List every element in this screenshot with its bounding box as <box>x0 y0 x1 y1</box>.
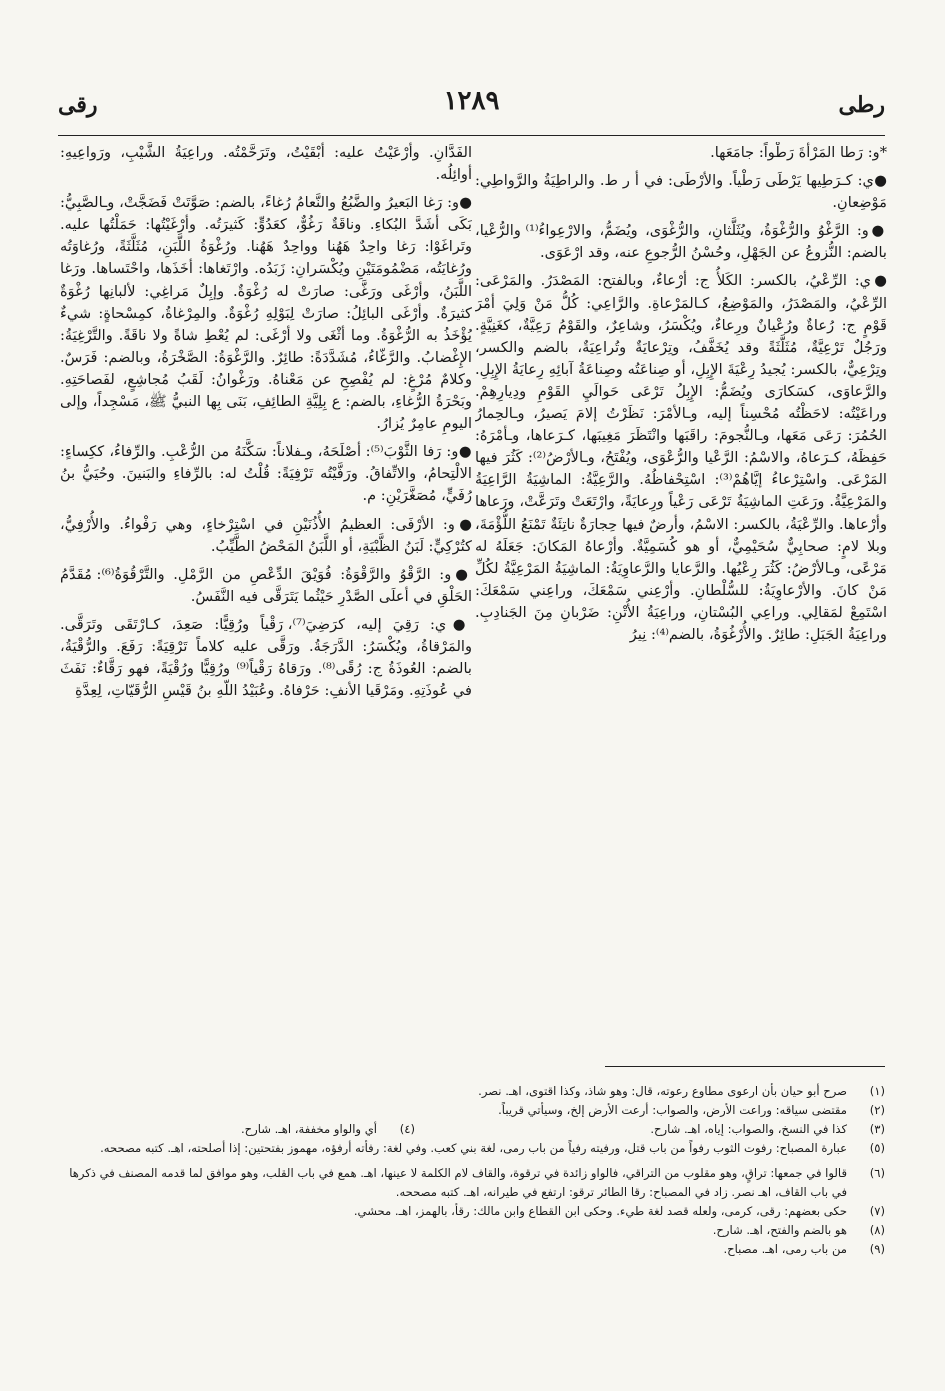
footnote-number: (٣) <box>869 1122 885 1136</box>
footnote-number: (٢) <box>869 1103 885 1117</box>
footnote-text: هو بالضم والفتح، اهـ. شارح. <box>712 1223 847 1237</box>
footnote-text: حكى بعضهم: رقى، كرمى، ولعله قصد لغة طيء. وحكى ابن القطاع وابن مالك: رقأ، بالهمز، اهـ. محشي. <box>353 1204 847 1218</box>
footnote <box>58 1101 885 1120</box>
footnote-row <box>58 1120 885 1139</box>
footnote <box>58 1139 885 1158</box>
footnote <box>58 1221 885 1240</box>
footnote-number: (٤) <box>399 1122 415 1136</box>
entry-paragraph: ●و: الرَّغْوُ والرُّغْوَةُ، ويُثَلَّثانِ، والرُّغْوَى، ويُضَمُّ، والارْعِواءُ⁽¹⁾ والرُّعْيا، بالضم: النُّزوعُ عن الجَهْلِ، وحُسْنُ الرُّجوعِ عنه، وقد ارْعَوَى. <box>475 222 887 262</box>
entry-paragraph: ●ي: الرِّعْيُ، بالكسر: الكَلأُ ج: أرْعاءٌ، وبالفتح: المَصْدَرُ. والمَرْعَى: الرِّعْيُ، والمَصْدَرُ، والمَوْضِعُ، كـالمَرْعاةِ. والرَّاعِي: كُلُّ مَنْ وَلِيَ أمْرَ قَوْمٍ ج: رُعاةٌ ورُعْيانٌ ورِعاءٌ، ويُكْسَرُ، وشاعِرٌ، والقَوْمُ رَعِيَّةٌ، كغَنِيَّةٍ. ورَجُلٌ تَرْعِيَّةٌ، مُثَلَّثَةً وقد يُخَفَّفُ، وتِرْعايَةٌ وتُراعِيَةٌ، بالضم والكسر، وتِرْعِيٌّ، بالكسر: يُجيدُ رِعْيَةَ الإِبِلِ، أو صِناعَتُه وصِناعَةُ آبائِهِ رِعايَةُ الإِبِلِ. والرَّعاوَى، كسَكارَى ويُضَمُّ: الإِبِلُ تَرْعَى حَوالَيِ القَوْمِ ودِيارِهِمْ. وراعَيْتُه: لاحَظْتُه مُحْسِناً إليه، وـالأمْرَ: نَظَرْتُ إلامَ يَصيرُ، وـالحِمارُ الحُمُرَ: رَعَى مَعَها، وـالنُّجومَ: راقَبَها وانْتَظَرَ مَغِيبَها، كـرَعاها، وـأمْرَهُ: حَفِظَهُ، كـرَعاهُ، والاسْمُ: الرَّعْيا والرُّعْوَى، ويُفْتَحُ، وـالأرْضُ⁽²⁾: كَثُرَ فيها المَرْعَى. واسْتِرْعاءُ إيَّاهُمْ⁽³⁾: اسْتِحْفاظُهُ. والرَّعِيَّةُ: الماشِيَةُ الرَّاعِيَةُ والمَرْعِيَّةُ. ورَعَتِ الماشِيَةُ تَرْعَى رَعْياً ورِعايَةً، وارْتَعَتْ وتَرَعَّتْ، ورَعاها وأرْعاها. والرِّعْيَةُ، بالكسر: الاسْمُ، وأرضٌ فيها حِجارَةٌ ناتِئَةٌ تَمْنَعُ اللُّؤْمَةَ، وبلا لامٍ: صحابِيٌّ سُحَيْمِيٌّ، أو هو كُسَمِيَّةٌ. وأرْعاهُ المَكانَ: جَعَلَهُ له مَرْعًى، وـالأرْضُ: كَثُرَ رِعْيُها. والرَّعايا والرَّعاوِيَةُ: الماشِيَةُ المَرْعِيَّةُ لكُلِّ مَنْ كانَ. والأرْعاوِيَةُ: للسُّلْطانِ. وأرْعِني سَمْعَكَ، وراعِني سَمْعَكَ: اسْتَمِعْ لمَقالِي. وراعِي البُسْتانِ، وراعِيَةُ الأُتْنِ: ضَرْبانِ مِنَ الجَنادِبِ. وراعِيَةُ الجَبَلِ: طائِرٌ. والأُرْغُوَةُ، بالضم⁽⁴⁾: نِيرُ <box>475 272 887 643</box>
page-header <box>58 86 885 130</box>
footnote <box>58 1082 885 1101</box>
entry-paragraph: ●و: رَغا البَعيرُ والضَّبُعُ والنَّعامُ رُغاءً، بالضم: صَوَّتَتْ فَضَجَّتْ، وـالصَّبِيُّ: بَكَى أشَدَّ البُكاءِ. وناقَةٌ رَغُوٌّ، كعَدُوٍّ: كَثيرَتُه. وأرْغَيْتُها: حَمَلْتُها عليه. وتَراغَوْا: رَغا واحِدٌ هَهُنا وواحِدٌ هَهُنا. ورُغْوَةُ اللَّبَنِ، مُثَلَّثَةً، ورُغاوَتُه ورُغايَتُه، مَضْمُومَتَيْنِ ويُكْسَرانِ: زَبَدُه. وارْتَغاها: أخَذَها، واحْتَساها. ورَغا اللَّبَنُ، وأرْغَى ورَغَّى: صارَتْ له رُغْوَةٌ. وإبِلٌ مَراغِي: لألبانِها رُغْوَةٌ كثيرَةٌ. وأرْغَى البائِلُ: صارَتْ لِبَوْلِهِ رُغْوَةٌ. والمِرْغاةُ، كمِسْحاةٍ: شيءٌ يُؤْخَذُ به الرُّغْوَةُ. وما أثْغَى ولا أرْغَى: لم يُعْطِ شاةً ولا ناقَةً. والتَّرْغِيَةُ: الإِغْضابُ. والرَّغّاءُ، مُشَدَّدَةً: طائِرٌ. والرَّغْوَةُ: الصَّخْرَةُ، وبالضم: فَرَسٌ. وكلامٌ مُرْغٍ: لم يُفْصِحِ عن مَعْناهُ. ورَغْوانُ: لَقَبُ مُجاشِعٍ، لفَصاحَتِهِ. وبَحْرَةُ الرُّغاءِ، بالضم: ع بِلِيَّةِ الطائِفِ، بَنَى بِها النبيُّ ﷺ، مَسْجِداً، وإلى اليومِ عامِرٌ يُزارُ. <box>60 194 472 433</box>
footnote <box>58 1240 885 1259</box>
footnote <box>58 1164 885 1202</box>
footnote <box>415 1120 885 1139</box>
footnote-text: صرح أبو حيان بأن ارعوى مطاوع رعوته، قال: وهو شاذ، وكذا اقتوى، اهـ. نصر. <box>478 1084 847 1098</box>
footnotes <box>58 1082 885 1259</box>
header-rule <box>58 135 885 136</box>
footnote-rule <box>605 1066 885 1067</box>
right-column <box>475 142 887 1054</box>
footnote-text: من باب رمى، اهـ. مصباح. <box>723 1242 847 1256</box>
running-headword-left: رقى <box>58 92 98 118</box>
footnote-text: عبارة المصباح: رفوت الثوب رفواً من باب قتل، ورفيته رفياً من باب رمى، لغة بني كعب. وفي لغة: رفأته أرفؤه، مهموز بفتحتين: إذا أصلحته، اهـ. كتبه مصححه. <box>100 1141 847 1155</box>
entry-paragraph: *و: رَطا المَرْأةَ رَطْواً: جامَعَها. <box>710 144 887 161</box>
entry-paragraph: ●و: الأرْفَى: العظيمُ الأُذُنَيْنِ في اسْتِرْخاءٍ، وهي رَفْواءُ. والأُرْفِيُّ، كتُرْكِيٍّ: لَبَنُ الظَّبْيَةِ، أو اللَّبَنُ المَحْضُ الطَّيِّبُ. <box>60 515 472 555</box>
footnote-text: كذا في النسخ، والصواب: إياه، اهـ. شارح. <box>650 1122 847 1136</box>
footnote-number: (٥) <box>869 1141 885 1155</box>
footnote <box>58 1202 885 1221</box>
running-headword-right: رطى <box>838 92 885 118</box>
footnote-number: (٦) <box>869 1166 885 1180</box>
entry-paragraph: الفَدَّانِ. وأرْعَيْتُ عليه: أبْقَيْتُ، وتَرَحَّمْتُه. وراعِيَةُ الشَّيْبِ، ورَواعِيهِ: أوائِلُه. <box>60 144 472 184</box>
entry-paragraph: ●ي: كـرَطِيها يَرْطَى رَطْياً. والأرْطَى: في أ ر ط. والراطِيَةُ والرَّواطِي: مَوْضِعانِ. <box>475 172 887 212</box>
footnote-text: مقتضى سياقه: وراعت الأرض، والصواب: أرعت الأرض إلخ، وسيأتي قريباً. <box>498 1103 847 1117</box>
footnote-text: قالوا في جمعها: تراقٍ، وهو مقلوب من التراقي، فالواو زائدة في ترقوة، والقاف لام الكلمة لا عينها، اهـ. همع في باب القلب، وهو موافق لما قدمه المصنف في ذكرها في باب القاف، اهـ نصر. زاد في المصباح: رقا الطائر ترقو: ارتفع في طيرانه، اهـ. كتبه مصححه. <box>69 1166 847 1199</box>
page-number: ١٢٨٩ <box>443 86 500 116</box>
entry-paragraph: ●و: رَفا الثَّوْبَ⁽⁵⁾: أصْلَحَهُ، وـفلاناً: سَكَّنَهُ من الرُّعْبِ. والرِّفاءُ، ككِساءٍ: الالْتِحامُ، والاتِّفاقُ. ورَفَّيْتُه تَرْفِيَةً: قُلْتُ له: بالرِّفاءِ والبَنينَ. وحُيَيُّ بنُ رُفَيٍّ، مُصَغَّرَيْنِ: م. <box>60 443 472 505</box>
footnote-number: (٨) <box>869 1223 885 1237</box>
footnote-text: أي والواو مخففة، اهـ. شارح. <box>240 1122 377 1136</box>
footnote-number: (٩) <box>869 1242 885 1256</box>
footnote-number: (٧) <box>869 1204 885 1218</box>
footnote <box>241 1120 415 1139</box>
footnote-number: (١) <box>869 1084 885 1098</box>
left-column <box>60 142 472 1054</box>
entry-paragraph: ●ي: رَقِيَ إليه، كرَضِيَ⁽⁷⁾، رَقْياً ورُقِيًّا: صَعِدَ، كـارْتَقَى وتَرَقَّى. والمَرْقاةُ، ويُكْسَرُ: الدَّرَجَةُ. ورَقَّى عليه كلاماً تَرْقِيَةً: رَفَعَ. والرُّقْيَةُ، بالضم: العُوذَةُ ج: رُقًى⁽⁸⁾. ورَقاهُ رَقْياً⁽⁹⁾ ورُقِيًّا ورُقْيَةً، فهو رَقَّاءٌ: نَفَثَ في عُوذَتِهِ. ومَرْقَيا الأنفِ: حَرْفاهُ. وعُبَيْدُ اللّهِ بنُ قَيْسِ الرُّقَيّاتِ، لِعِدَّةِ <box>60 615 472 700</box>
entry-paragraph: ●و: الرَّقْوُ والرَّقْوَةُ: فُوَيْقَ الدِّعْصِ من الرَّمْلِ. والتَّرْقُوَةُ⁽⁶⁾: مُقَدَّمُ الحَلْقِ في أعلَى الصَّدْرِ حَيْثُما يَتَرَقَّى فيه النَّفَسُ. <box>60 565 472 605</box>
